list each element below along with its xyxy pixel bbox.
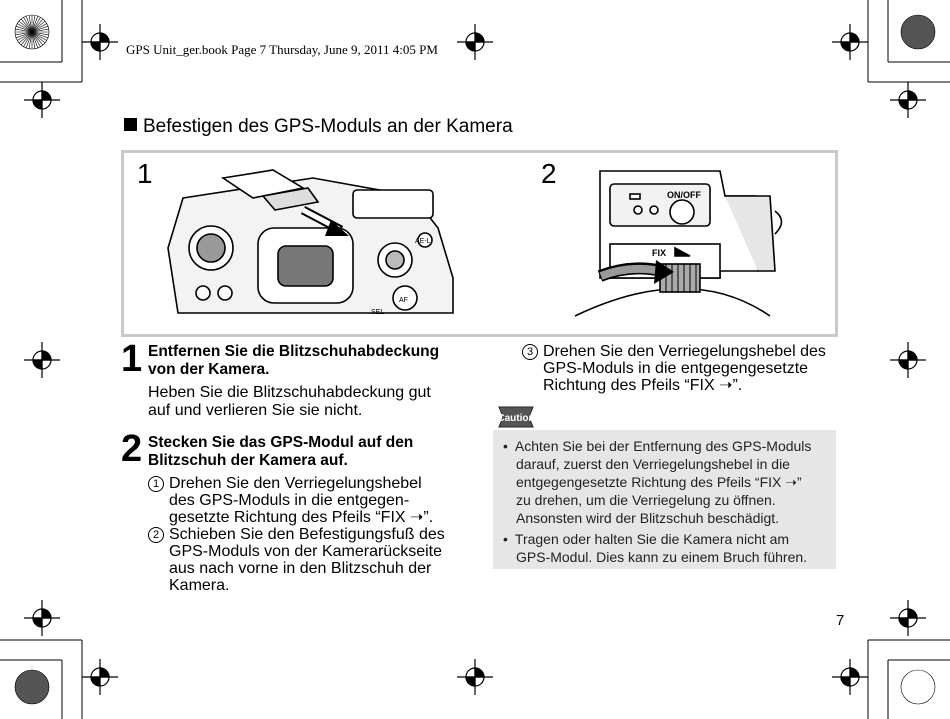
section-title-text: Befestigen des GPS-Moduls an der Kamera: [143, 116, 513, 137]
circled-number-2: 2: [148, 527, 164, 543]
step-2-sub-2: [148, 526, 445, 594]
sub-2-line: Schieben Sie den Befestigungsfuß des: [169, 526, 445, 543]
circled-number-3: 3: [522, 344, 538, 360]
step-1-title-line: Entfernen Sie die Blitzschuhabdeckung: [148, 343, 440, 360]
bullet-dot: •: [503, 531, 508, 547]
af-label: AF: [399, 297, 408, 304]
sel-label: SEL: [371, 309, 385, 316]
step-2-sub-1: [148, 475, 433, 526]
sub-1-line: gesetzte Richtung des Pfeils “FIX ➝”.: [169, 509, 434, 526]
camera-back-illustration: [163, 168, 463, 318]
bullet-1-line: Achten Sie bei der Entfernung des GPS-Moduls: [514, 438, 812, 454]
figure-panel-1-number: 1: [137, 158, 153, 189]
step-1-title: [148, 343, 439, 379]
caution-badge-text: Caution: [497, 413, 535, 424]
caution-icon: [495, 405, 537, 429]
bullet-1-line: darauf, zuerst den Verriegelungshebel in die: [516, 456, 790, 472]
sub-3-line: GPS-Moduls in die entgegengesetzte: [543, 360, 809, 377]
sub-1-line: des GPS-Moduls in die entgegen-: [169, 492, 410, 509]
step-1-number: 1: [121, 338, 143, 380]
fix-label: FIX: [652, 248, 667, 258]
gps-module-illustration: [570, 166, 800, 326]
step-1-title-line: von der Kamera.: [148, 361, 270, 378]
bullet-1-line: entgegengesetzte Richtung des Pfeils “FIX ➝”: [516, 474, 802, 490]
sub-2-line: aus nach vorne in den Blitzschuh der: [169, 560, 432, 577]
step-2-title-line: Stecken Sie das GPS-Modul auf den: [148, 434, 414, 451]
onoff-label: ON/OFF: [667, 190, 701, 200]
step-2-title-line: Blitzschuh der Kamera auf.: [148, 452, 348, 469]
sub-3-line: Richtung des Pfeils “FIX ➝”.: [543, 377, 743, 394]
step-2-sub-3: [522, 343, 826, 394]
bullet-1-line: zu drehen, um die Verriegelung zu öffnen.: [516, 492, 776, 508]
book-header-line: GPS Unit_ger.book Page 7 Thursday, June 9, 2011 4:05 PM: [126, 42, 438, 57]
step-1-body-line: Heben Sie die Blitzschuhabdeckung gut: [148, 384, 431, 401]
step-1-body-line: auf und verlieren Sie sie nicht.: [148, 402, 363, 419]
bullet-2-line: Tragen oder halten Sie die Kamera nicht am: [514, 531, 790, 547]
step-1-body: [148, 384, 431, 420]
bullet-2-line: GPS-Modul. Dies kann zu einem Bruch führen.: [516, 549, 808, 565]
ael-label: AE-L: [415, 238, 431, 245]
circled-number-1: 1: [148, 476, 164, 492]
square-bullet-icon: [124, 118, 137, 131]
sub-2-line: GPS-Moduls von der Kamerarückseite: [169, 543, 442, 560]
step-2-title: [148, 434, 413, 470]
bullet-1-line: Ansonsten wird der Blitzschuh beschädigt.: [516, 510, 780, 526]
section-title: [124, 116, 513, 138]
step-2-number: 2: [121, 428, 143, 470]
sub-1-line: Drehen Sie den Verriegelungshebel: [169, 475, 422, 492]
page-number: 7: [836, 612, 845, 629]
bullet-dot: •: [503, 438, 508, 454]
figure-panel-2-number: 2: [541, 158, 557, 189]
caution-bullet-2: [503, 530, 807, 566]
caution-bullet-1: [503, 437, 811, 527]
sub-3-line: Drehen Sie den Verriegelungshebel des: [543, 343, 826, 360]
sub-2-line: Kamera.: [169, 577, 230, 594]
